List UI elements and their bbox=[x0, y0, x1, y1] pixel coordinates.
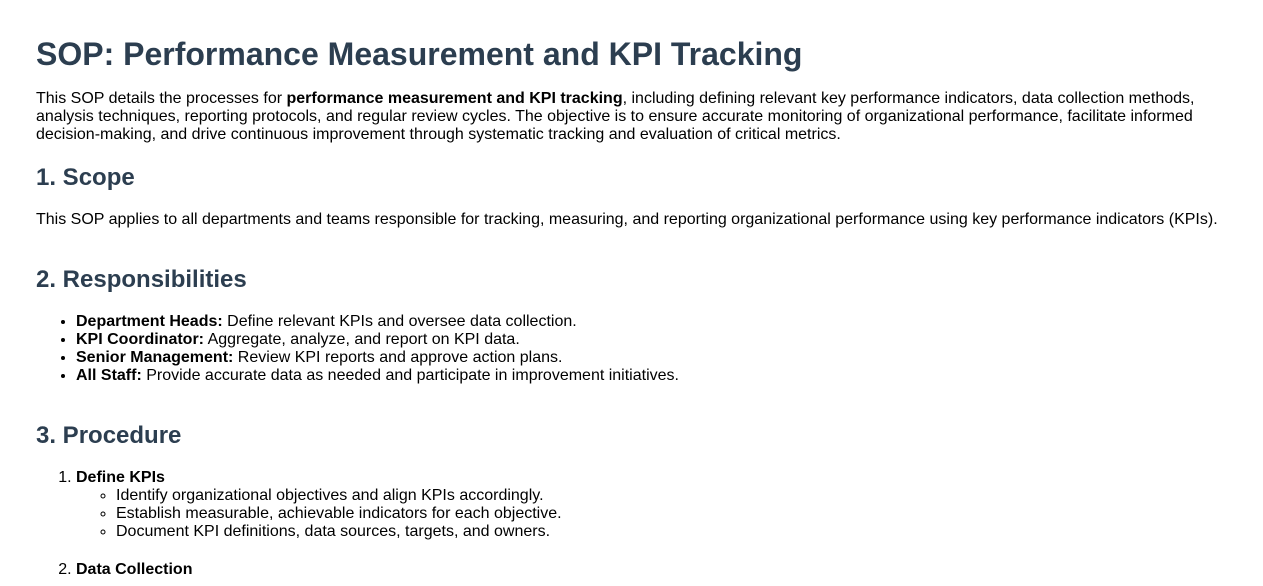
list-item bbox=[76, 313, 1227, 331]
responsibilities-heading: 2. Responsibilities bbox=[36, 266, 247, 293]
list-item: ◦ Establish measurable, achievable indicators for each objective. bbox=[116, 505, 1227, 523]
intro-paragraph bbox=[36, 90, 1227, 144]
intro-bold-text: performance measurement and KPI tracking bbox=[286, 90, 623, 107]
list-item bbox=[76, 349, 1227, 367]
scope-text: This SOP applies to all departments and teams responsible for tracking, measuring, and reporting organizational performance using key performance indicators (KPIs). bbox=[36, 211, 1218, 228]
procedure-heading: 3. Procedure bbox=[36, 422, 182, 449]
role-label: Department Heads: bbox=[76, 313, 223, 330]
scope-heading: 1. Scope bbox=[36, 164, 135, 191]
role-description: Define relevant KPIs and oversee data collection. bbox=[222, 313, 577, 330]
step-substeps bbox=[76, 487, 1227, 541]
procedure-steps bbox=[36, 469, 1227, 579]
intro-text-end: , including defining relevant key performance indicators, data collection methods, analysis techniques, reporting protocols, and regular review cycles. The objective is to ensure accurate monitoring of organizational performance, facilitate informed decision-making, and drive continuous improvement through systematic tracking and evaluation of critical metrics. bbox=[36, 90, 1195, 143]
role-label: Senior Management: bbox=[76, 349, 234, 366]
role-description: Review KPI reports and approve action plans. bbox=[233, 349, 563, 366]
procedure-step bbox=[76, 561, 1227, 579]
role-label: All Staff: bbox=[76, 367, 142, 384]
role-description: Provide accurate data as needed and participate in improvement initiatives. bbox=[141, 367, 679, 384]
intro-text-start: This SOP details the processes for bbox=[36, 90, 287, 107]
procedure-step bbox=[76, 469, 1227, 541]
role-label: KPI Coordinator: bbox=[76, 331, 204, 348]
list-item bbox=[76, 331, 1227, 349]
list-item bbox=[76, 367, 1227, 385]
role-description: Aggregate, analyze, and report on KPI data. bbox=[204, 331, 520, 348]
list-item: ◦ Document KPI definitions, data sources, targets, and owners. bbox=[116, 523, 1227, 541]
step-title: Data Collection bbox=[76, 561, 193, 578]
list-item: ◦ Identify organizational objectives and align KPIs accordingly. bbox=[116, 487, 1227, 505]
step-title: Define KPIs bbox=[76, 469, 165, 486]
responsibilities-list bbox=[36, 313, 1227, 385]
page-title: SOP: Performance Measurement and KPI Tracking bbox=[36, 36, 803, 72]
